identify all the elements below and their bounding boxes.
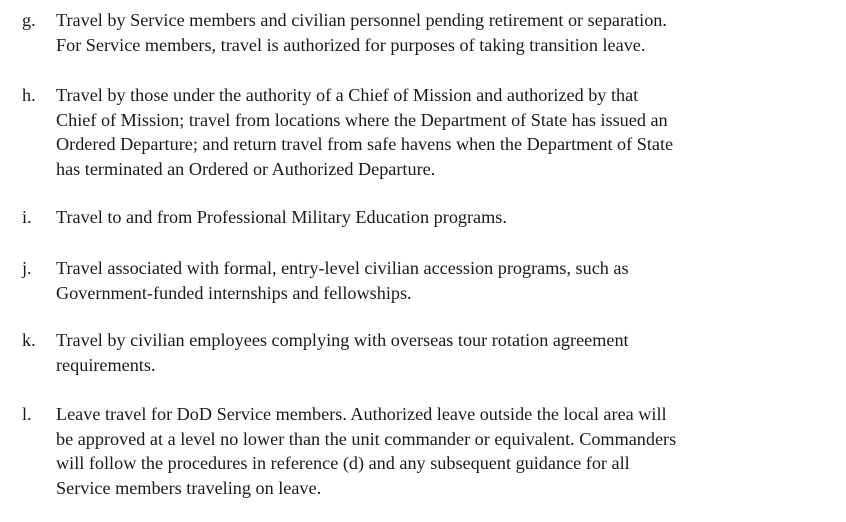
text-line: Leave travel for DoD Service members. Authorized leave outside the local area will — [56, 404, 667, 424]
list-marker: j. — [22, 258, 32, 278]
list-item-text — [56, 205, 822, 230]
text-line: Travel to and from Professional Military Education programs. — [56, 207, 507, 227]
text-line: For Service members, travel is authorized for purposes of taking transition leave. — [56, 34, 646, 55]
list-marker: i. — [22, 207, 32, 227]
list-item-h — [22, 83, 822, 181]
list-item-text — [56, 83, 822, 181]
list-item-text — [56, 8, 822, 57]
text-line: Chief of Mission; travel from locations where the Department of State has issued an — [56, 109, 668, 130]
list-item-j — [22, 256, 822, 305]
list-item-text — [56, 256, 822, 305]
list-marker: g. — [22, 10, 36, 30]
text-line: Travel by civilian employees complying with overseas tour rotation agreement — [56, 330, 629, 350]
list-item-text — [56, 328, 822, 377]
text-line: Travel by Service members and civilian personnel pending retirement or separation. — [56, 10, 667, 30]
list-item-text — [56, 402, 822, 500]
list-marker: k. — [22, 330, 36, 350]
text-line: Service members traveling on leave. — [56, 477, 322, 498]
list-item-l — [22, 402, 822, 500]
text-line: Travel by those under the authority of a Chief of Mission and authorized by that — [56, 85, 639, 105]
text-line: will follow the procedures in reference (d) and any subsequent guidance for all — [56, 453, 630, 473]
list-marker: h. — [22, 85, 36, 105]
list-item-i — [22, 205, 822, 230]
text-line: Government-funded internships and fellowships. — [56, 282, 412, 303]
text-line: requirements. — [56, 354, 156, 375]
text-line: Ordered Departure; and return travel from safe havens when the Department of State — [56, 134, 674, 154]
text-line: be approved at a level no lower than the unit commander or equivalent. Commanders — [56, 428, 677, 449]
list-item-g — [22, 8, 822, 57]
list-item-k — [22, 328, 822, 377]
list-marker: l. — [22, 404, 32, 424]
text-line: has terminated an Ordered or Authorized Departure. — [56, 158, 436, 179]
text-line: Travel associated with formal, entry-level civilian accession programs, such as — [56, 258, 629, 278]
